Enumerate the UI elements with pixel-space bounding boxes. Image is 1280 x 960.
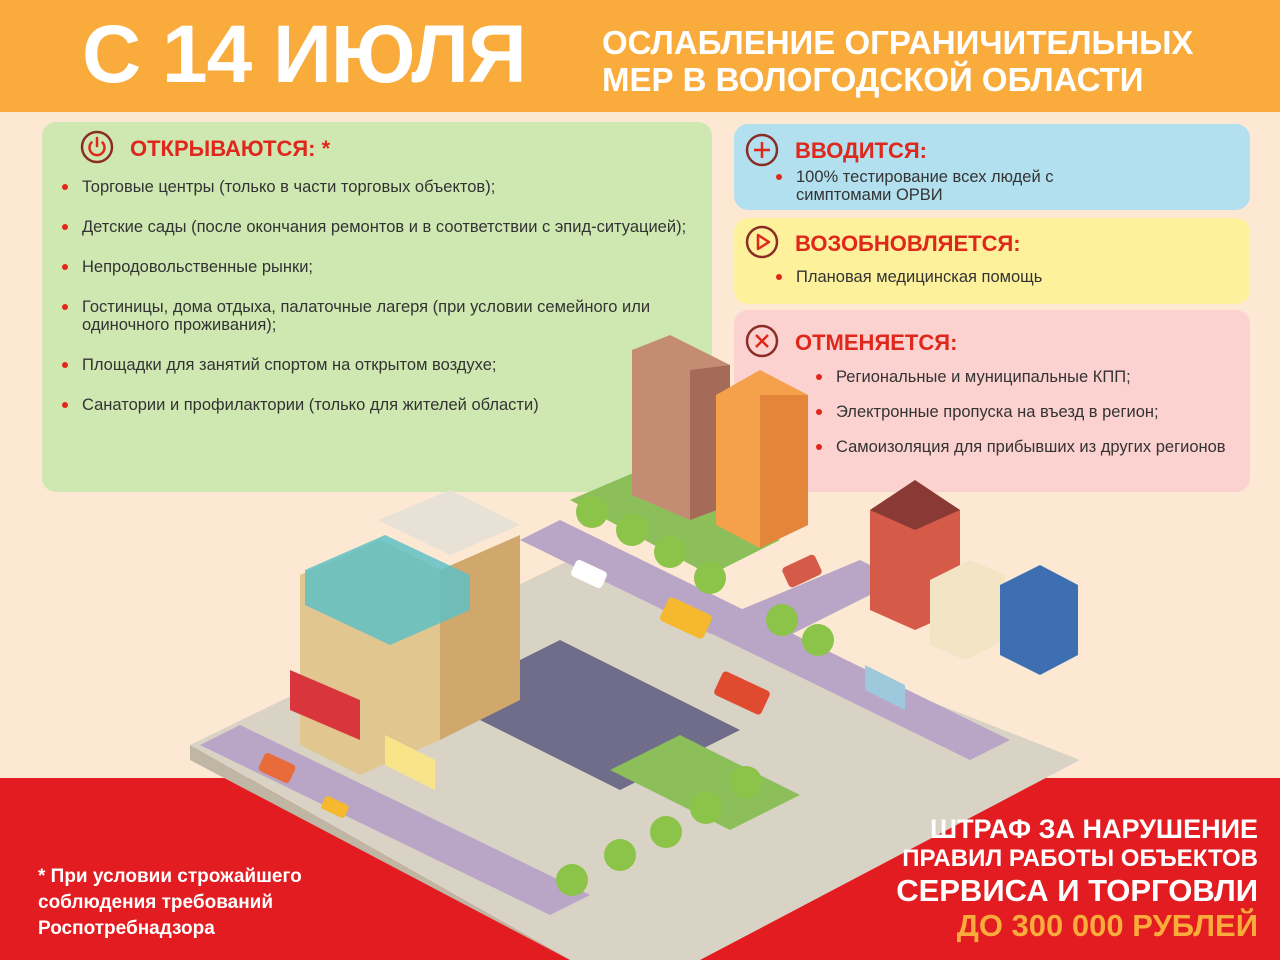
- footnote-line: Роспотребнадзора: [38, 918, 215, 939]
- list-item: Торговые центры (только в части торговых объектов);: [62, 178, 692, 196]
- fine-line: СЕРВИСА И ТОРГОВЛИ: [896, 873, 1258, 908]
- list-item: Региональные и муниципальные КПП;: [816, 368, 1236, 386]
- list-item: Санатории и профилактории (только для жителей области): [62, 396, 692, 414]
- fine-amount: ДО 300 000 РУБЛЕЙ: [956, 908, 1258, 943]
- list-item: Самоизоляция для прибывших из других регионов: [816, 438, 1236, 456]
- footnote: [38, 864, 398, 942]
- footnote-line: соблюдения требований: [38, 892, 274, 913]
- list-item: Плановая медицинская помощь: [776, 268, 1216, 286]
- cancelled-title: ОТМЕНЯЕТСЯ:: [795, 330, 958, 355]
- footnote-line: * При условии строжайшего: [38, 866, 302, 887]
- fine-line: ПРАВИЛ РАБОТЫ ОБЪЕКТОВ: [902, 845, 1258, 872]
- date-title: С 14 ИЮЛЯ: [82, 9, 526, 100]
- subtitle-line-2: МЕР В ВОЛОГОДСКОЙ ОБЛАСТИ: [602, 61, 1144, 98]
- subtitle-line-1: ОСЛАБЛЕНИЕ ОГРАНИЧИТЕЛЬНЫХ: [602, 24, 1194, 61]
- list-item: Площадки для занятий спортом на открытом воздухе;: [62, 356, 692, 374]
- fine-line: ШТРАФ ЗА НАРУШЕНИЕ: [929, 814, 1258, 844]
- list-item: Гостиницы, дома отдыха, палаточные лагеря (при условии семейного или одиночного проживания);: [62, 298, 692, 334]
- list-item: Электронные пропуска на въезд в регион;: [816, 403, 1236, 421]
- list-item: Непродовольственные рынки;: [62, 258, 692, 276]
- list-item: Детские сады (после окончания ремонтов и в соответствии с эпид-ситуацией);: [62, 218, 692, 236]
- opening-title: ОТКРЫВАЮТСЯ: *: [130, 136, 331, 161]
- resumed-title: ВОЗОБНОВЛЯЕТСЯ:: [795, 231, 1021, 256]
- list-item: 100% тестирование всех людей с симптомами ОРВИ: [776, 168, 1076, 204]
- introduced-title: ВВОДИТСЯ:: [795, 138, 927, 163]
- fine-notice: [848, 814, 1258, 944]
- blue-building: [1000, 565, 1078, 675]
